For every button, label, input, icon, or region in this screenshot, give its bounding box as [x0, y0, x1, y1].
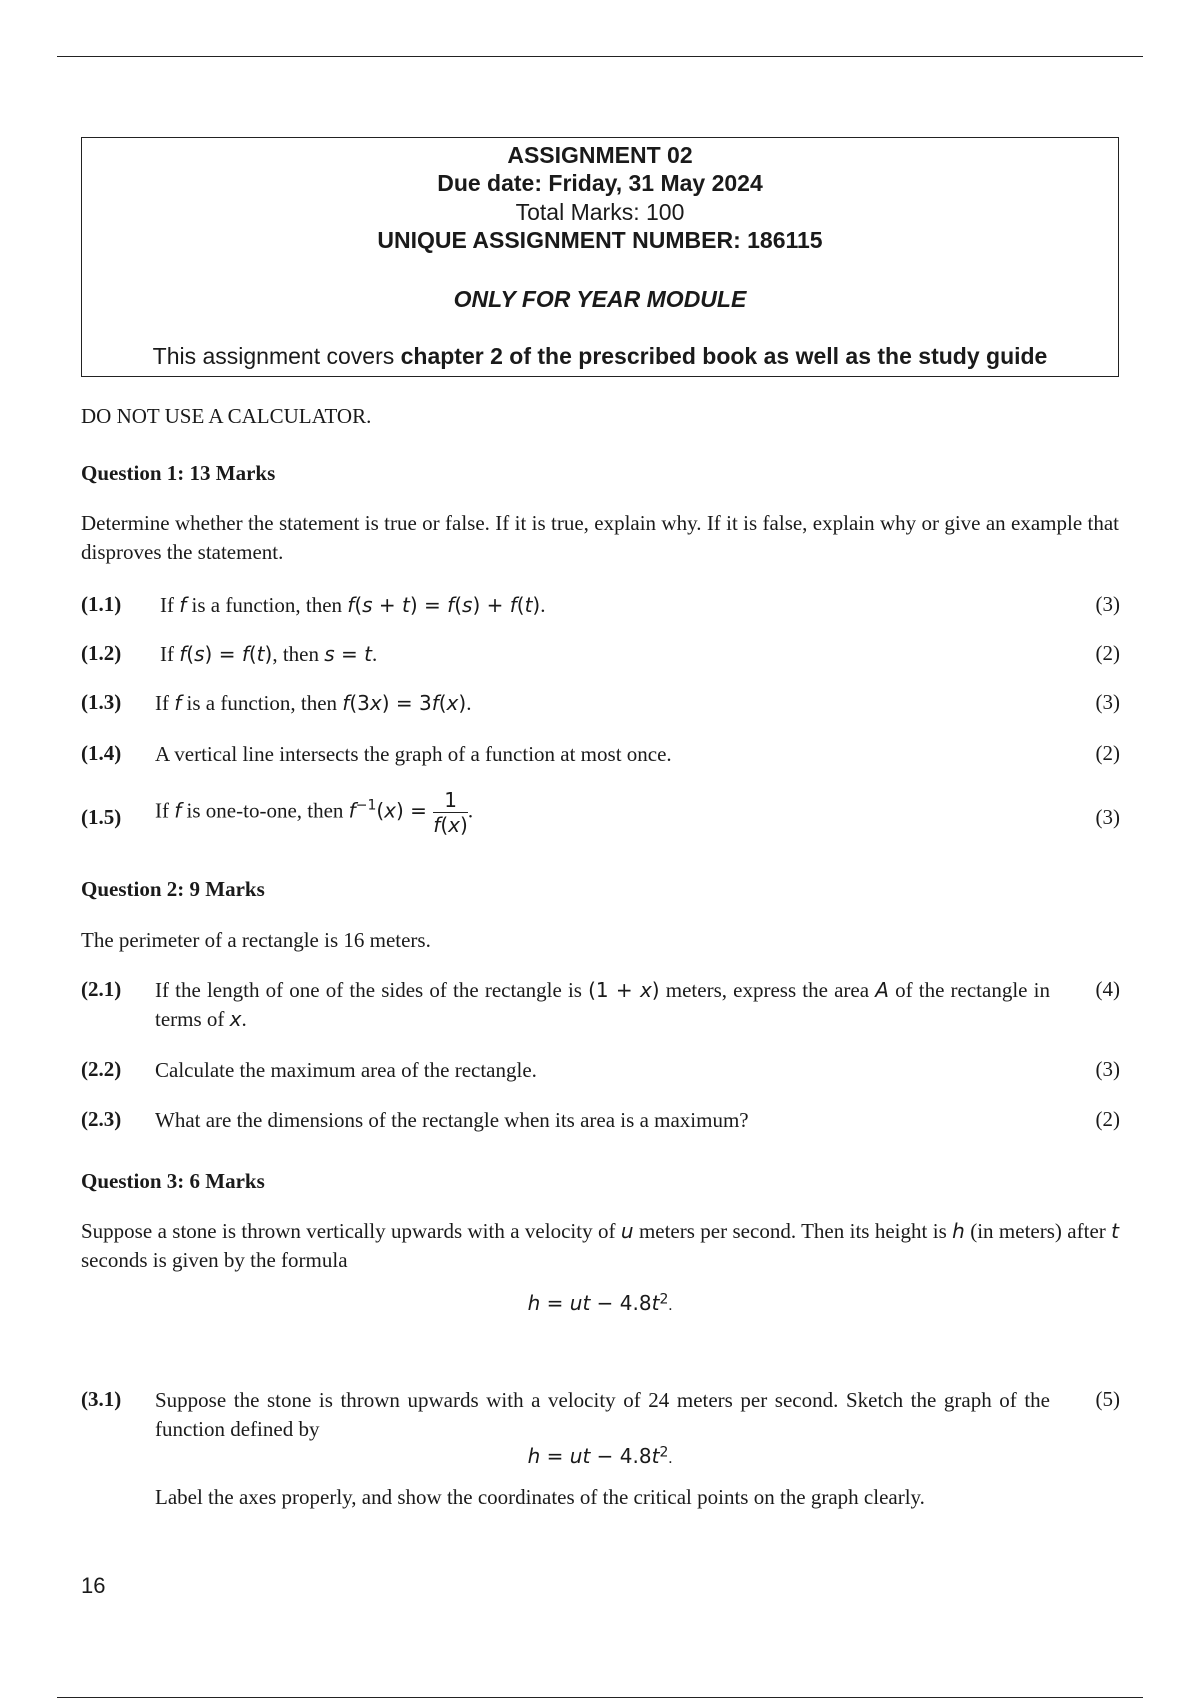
part-2-2-marks: (3): [1095, 1057, 1120, 1081]
part-3-1-marks: (5): [1095, 1387, 1120, 1411]
coverage-bold: chapter 2 of the prescribed book as well as the study guide: [400, 343, 1048, 369]
part-3-1-note: Label the axes properly, and show the coordinates of the critical points on the graph clearly.: [155, 1485, 925, 1509]
part-2-2-number: (2.2): [81, 1057, 122, 1081]
question-3-label: Question 3: [81, 1169, 178, 1193]
question-2-heading: [81, 877, 265, 902]
part-1-1-number: (1.1): [81, 592, 122, 616]
graph-formula: h = ut − $4.8t^2$.: [527, 1444, 673, 1468]
top-rule: [57, 56, 1143, 57]
question-2-label: Question 2: [81, 877, 178, 901]
height-formula: h = ut − $4.8t^2$.: [527, 1291, 673, 1315]
page-number: 16: [81, 1573, 106, 1598]
part-1-4-text: A vertical line intersects the graph of a function at most once.: [155, 742, 672, 766]
part-1-3-number: (1.3): [81, 690, 122, 714]
coverage-prefix: This assignment covers: [152, 343, 401, 369]
part-1-5-marks: (3): [1095, 805, 1120, 829]
question-1-intro: Determine whether the statement is true or false. If it is true, explain why. If it is false, explain why or give an example that disproves the statement.: [81, 511, 1119, 564]
part-2-3-text: What are the dimensions of the rectangle when its area is a maximum?: [155, 1108, 749, 1132]
part-1-3-text: If f is a function, then f(3x) = 3f(x).: [155, 691, 472, 715]
coverage-note: [82, 342, 1118, 370]
assignment-header-box: [81, 137, 1119, 377]
part-1-2-marks: (2): [1095, 641, 1120, 665]
due-date: Due date: Friday, 31 May 2024: [437, 170, 763, 196]
bottom-rule: [57, 1697, 1143, 1698]
part-1-1-marks: (3): [1095, 592, 1120, 616]
part-3-1-number: (3.1): [81, 1387, 122, 1411]
module-note: ONLY FOR YEAR MODULE: [453, 286, 747, 312]
part-2-1-marks: (4): [1095, 977, 1120, 1001]
total-marks: Total Marks: 100: [515, 199, 685, 225]
part-2-3-number: (2.3): [81, 1107, 122, 1131]
part-2-2-text: Calculate the maximum area of the rectangle.: [155, 1058, 537, 1082]
question-1-label: Question 1: [81, 461, 178, 485]
part-2-3-marks: (2): [1095, 1107, 1120, 1131]
unique-assignment-number: UNIQUE ASSIGNMENT NUMBER: 186115: [377, 227, 823, 253]
part-1-1-text: If f is a function, then f(s + t) = f(s) + f(t).: [160, 593, 546, 617]
question-3-heading: [81, 1169, 265, 1194]
question-2-intro: The perimeter of a rectangle is 16 meters.: [81, 928, 431, 952]
part-1-2-number: (1.2): [81, 641, 122, 665]
part-1-3-marks: (3): [1095, 690, 1120, 714]
part-2-1-number: (2.1): [81, 977, 122, 1001]
part-1-4-number: (1.4): [81, 741, 122, 765]
question-3-intro: Suppose a stone is thrown vertically upwards with a velocity of u meters per second. Then its height is h (in meters) after t seconds is given by the formula: [81, 1219, 1119, 1272]
part-1-4-marks: (2): [1095, 741, 1120, 765]
question-1-marks: : 13 Marks: [177, 461, 276, 485]
question-3-marks: : 6 Marks: [177, 1169, 265, 1193]
question-2-marks: : 9 Marks: [177, 877, 265, 901]
part-3-1-text: Suppose the stone is thrown upwards with a velocity of 24 meters per second. Sketch the graph of the function defined by: [155, 1388, 1050, 1441]
part-1-5-text: If f is one-to-one, then $f^{-1}(x)$ = $\frac{1}{f(x)}$ .: [155, 788, 474, 837]
part-2-1-text: If the length of one of the sides of the rectangle is (1 + x) meters, express the area A of the rectangle in terms of x.: [155, 978, 1050, 1031]
fraction: $\frac{1}{f(x)}$: [433, 788, 468, 837]
part-1-2-text: If f(s) = f(t), then s = t.: [160, 642, 378, 666]
part-1-5-number: (1.5): [81, 805, 122, 829]
question-1-heading: [81, 461, 275, 486]
calculator-instruction: DO NOT USE A CALCULATOR.: [81, 404, 372, 428]
assignment-title: ASSIGNMENT 02: [507, 142, 693, 168]
